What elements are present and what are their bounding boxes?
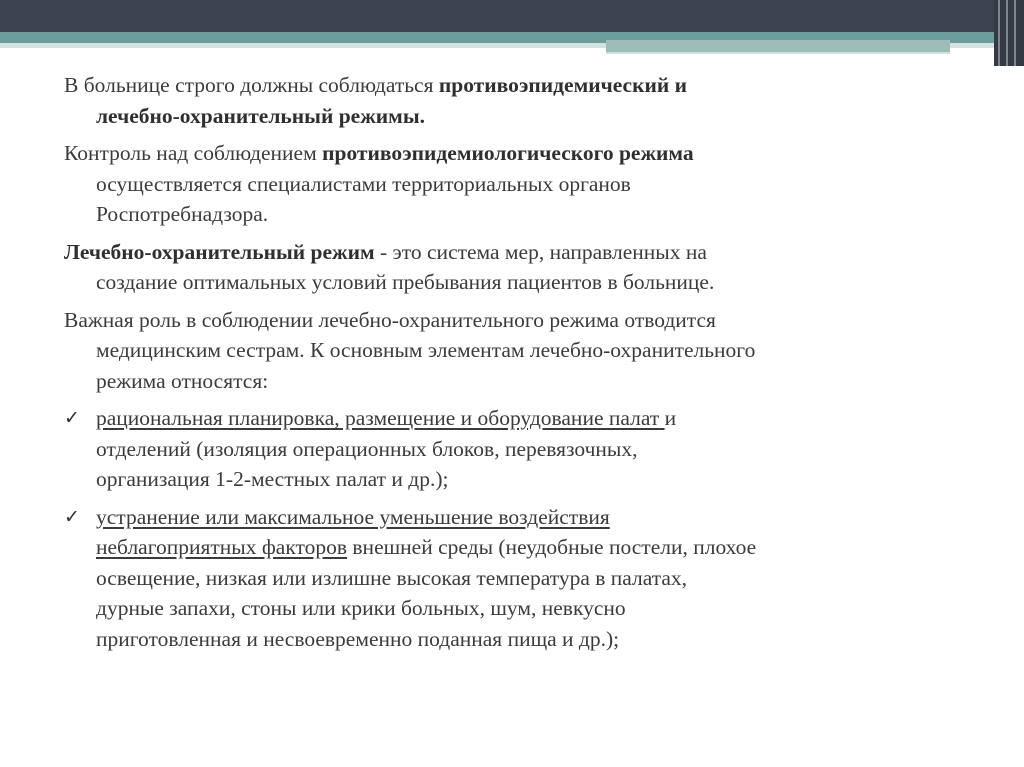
slide-header-bar [0,0,1024,32]
header-accent-block [606,40,950,52]
text-underlined: рациональная планировка, размещение и оборудование палат [96,406,665,430]
text-run: внешней среды (неудобные постели, плохое [347,535,757,559]
text-bold: лечебно-охранительный режимы. [96,103,425,128]
text-line [64,138,984,169]
text-line: приготовленная и несвоевременно поданная пища и др.); [96,626,620,651]
text-line: создание оптимальных условий пребывания пациентов в больнице. [96,270,715,294]
bullet-item-factors [64,502,984,655]
text-line [64,101,984,132]
text-line [64,532,984,563]
text-underlined: устранение или максимальное уменьшение воздействия [96,504,610,529]
text-line [64,237,984,268]
cap-line [1006,0,1008,66]
text-line: Роспотребнадзора. [96,202,269,226]
paragraph-intro [64,70,984,131]
checkmark-icon: ✓ [64,505,80,528]
text-run: В больнице строго должны соблюдаться [64,73,439,97]
text-line: осуществляется специалистами территориальных органов [96,171,631,196]
text-line [64,70,984,101]
text-line: освещение, низкая или излишне высокая температура в палатах, [96,565,688,590]
text-run: и [664,406,677,430]
slide-body [64,70,984,661]
cap-line [998,0,1000,66]
paragraph-definition [64,237,984,298]
text-line [64,403,984,434]
text-bold: противоэпидемический и [438,73,687,97]
header-accent-line [606,52,950,54]
text-bold: противоэпидемиологического режима [322,141,694,165]
header-right-cap [994,0,1024,66]
text-line: отделений (изоляция операционных блоков, перевязочных, [96,436,638,461]
text-line: Важная роль в соблюдении лечебно-охранительного режима отводится [64,307,716,332]
paragraph-role [64,305,984,397]
bullet-item-planning [64,403,984,495]
text-line: организация 1-2-местных палат и др.); [96,467,449,491]
cap-line [1014,0,1016,66]
text-line: режима относятся: [96,368,269,393]
text-run: Контроль над соблюдением [64,141,323,165]
text-line: дурные запахи, стоны или крики больных, шум, невкусно [96,596,626,620]
paragraph-control [64,138,984,230]
text-line: медицинским сестрам. К основным элементам лечебно-охранительного [96,338,756,362]
text-line [64,502,984,533]
text-bold: Лечебно-охранительный режим [64,239,375,264]
text-underlined: неблагоприятных факторов [96,535,348,559]
text-run: - это система мер, направленных на [374,239,707,264]
checkmark-icon: ✓ [64,407,80,429]
